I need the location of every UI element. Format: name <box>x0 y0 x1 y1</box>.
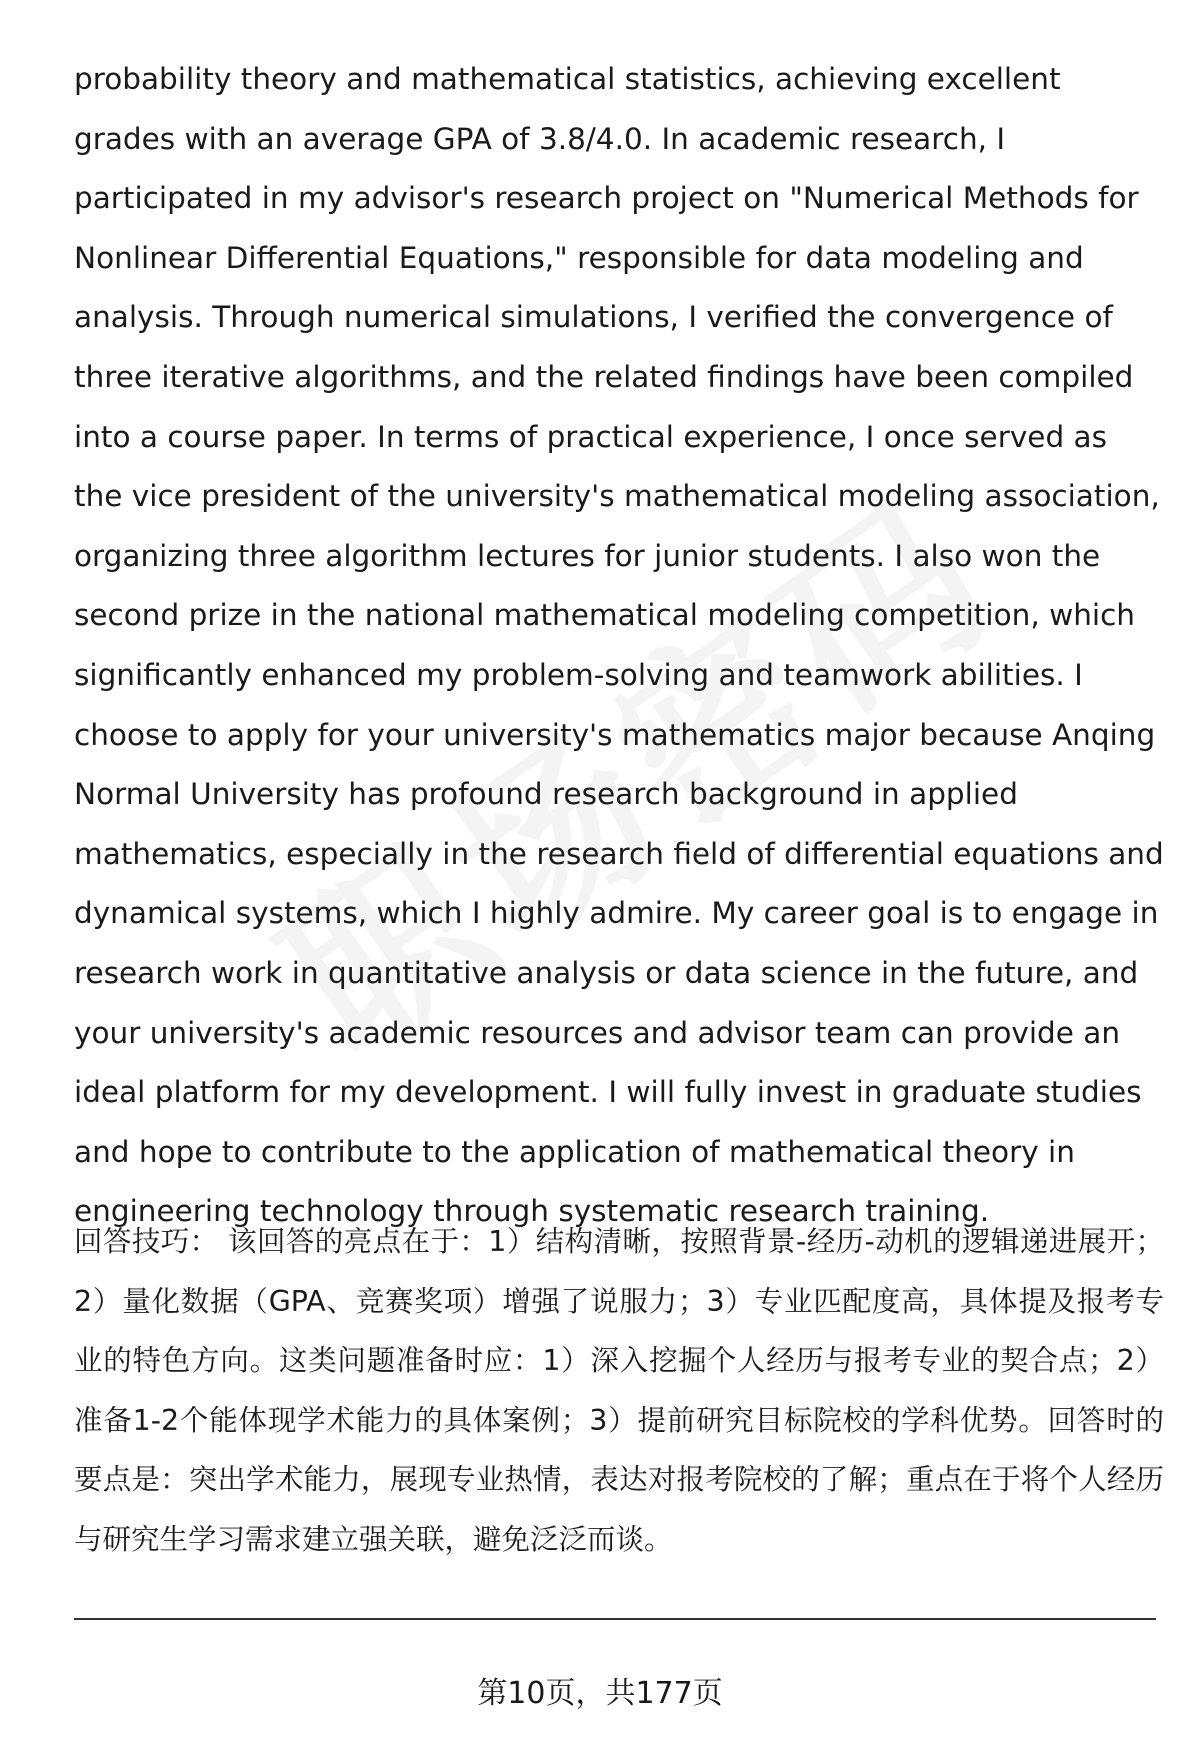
footer-divider <box>74 1618 1156 1620</box>
answer-body-paragraph: probability theory and mathematical statistics, achieving excellent grades with an average GPA of 3.8/4.0. In academic research, I participated in my advisor's research project on "Numerical Methods for Nonlinear Differential Equations," responsible for data modeling and analysis. Through numerical simulations, I verified the convergence of three iterative algorithms, and the related findings have been compiled into a course paper. In terms of practical experience, I once served as the vice president of the university's mathematical modeling association, organizing three algorithm lectures for junior students. I also won the second prize in the national mathematical modeling competition, which significantly enhanced my problem-solving and teamwork abilities. I choose to apply for your university's mathematics major because Anqing Normal University has profound research background in applied mathematics, especially in the research field of differential equations and dynamical systems, which I highly admire. My career goal is to engage in research work in quantitative analysis or data science in the future, and your university's academic resources and advisor team can provide an ideal platform for my development. I will fully invest in graduate studies and hope to contribute to the application of mathematical theory in engineering technology through systematic research training. <box>74 62 1164 1229</box>
page-number: 第10页，共177页 <box>477 1676 723 1711</box>
answer-tips-paragraph: 回答技巧： 该回答的亮点在于：1）结构清晰，按照背景-经历-动机的逻辑递进展开；2）量化数据（GPA、竞赛奖项）增强了说服力；3）专业匹配度高，具体提及报考专业的特色方向。这类问题准备时应：1）深入挖掘个人经历与报考专业的契合点；2）准备1-2个能体现学术能力的具体案例；3）提前研究目标院校的学科优势。回答时的要点是：突出学术能力，展现专业热情，表达对报考院校的了解；重点在于将个人经历与研究生学习需求建立强关联，避免泛泛而谈。 <box>74 1225 1164 1556</box>
